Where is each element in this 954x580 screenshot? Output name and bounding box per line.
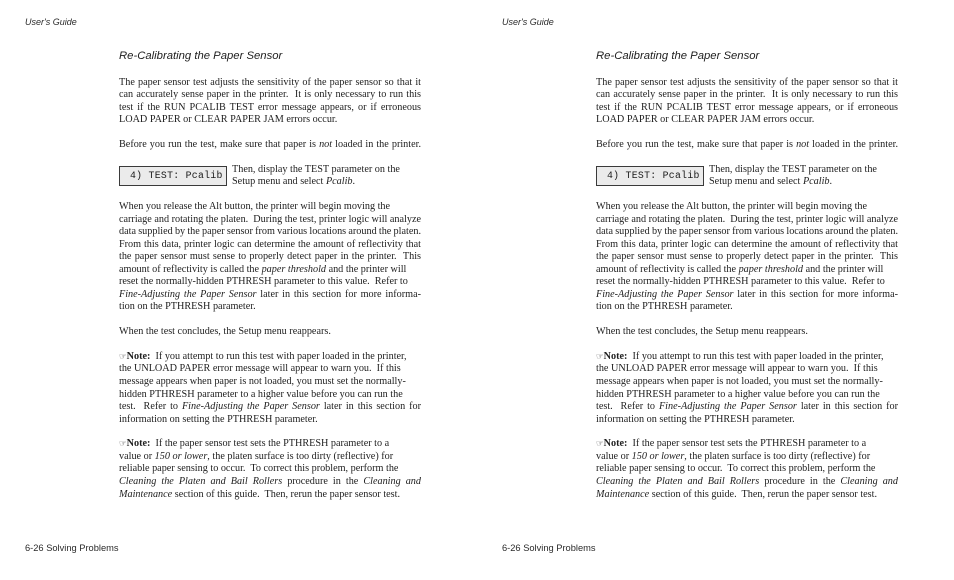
text-line: [596, 389, 880, 402]
italic-text: Maintenance: [596, 488, 650, 500]
text-line: [596, 363, 878, 376]
text-run: hidden PTHRESH parameter to a higher value before you can run the: [596, 388, 880, 400]
paragraph: [119, 201, 439, 314]
text-line: [119, 489, 400, 502]
text-line: [596, 463, 875, 476]
note: [596, 438, 916, 501]
text-line: [596, 226, 898, 239]
text-run: loaded in the printer.: [809, 139, 898, 151]
text-line: [119, 438, 389, 451]
text-line: [119, 239, 421, 252]
note-label: Note:: [126, 350, 151, 362]
text-run: If you attempt to run this test with paper loaded in the printer,: [627, 350, 884, 362]
text-line: [232, 164, 400, 177]
text-line: [119, 226, 421, 239]
text-line: [596, 89, 898, 102]
running-footer: 6-26 Solving Problems: [25, 543, 119, 553]
italic-text: Cleaning the Platen and Bail Rollers: [119, 476, 283, 488]
text-run: section of this guide. Then, rerun the paper sensor test.: [172, 488, 401, 500]
italic-text: Cleaning and: [363, 476, 421, 488]
text-run: test if the RUN PCALIB TEST error message appears, or if erroneous: [596, 101, 898, 113]
text-run: Before you run the test, make sure that paper is: [596, 139, 797, 151]
text-line: [119, 351, 407, 364]
paragraph: [119, 326, 439, 339]
text-run: From this data, printer logic can determine the amount of reflectivity that: [596, 238, 898, 250]
italic-text: paper threshold: [738, 263, 804, 275]
text-line: [119, 264, 406, 277]
italic-text: Pcalib: [325, 176, 353, 188]
text-line: [119, 276, 408, 289]
text-run: When you release the Alt button, the printer will begin moving the: [119, 201, 391, 213]
italic-text: Fine-Adjusting the Paper Sensor: [596, 288, 734, 300]
note-label: Note:: [603, 350, 628, 362]
text-line: [596, 414, 795, 427]
text-line: [119, 389, 403, 402]
lcd-caption: [709, 164, 916, 189]
italic-text: paper threshold: [261, 263, 327, 275]
text-line: [119, 251, 421, 264]
text-run: message appears when paper is not loaded, you must set the normally-: [596, 376, 883, 388]
text-run: Then, display the TEST parameter on the: [709, 163, 877, 175]
italic-text: Pcalib: [802, 176, 830, 188]
text-line: [596, 264, 883, 277]
text-line: [596, 276, 885, 289]
text-run: , the platen surface is too dirty (reflective) for: [684, 450, 871, 462]
text-run: tion on the PTHRESH parameter.: [596, 301, 733, 313]
text-run: From this data, printer logic can determine the amount of reflectivity that: [119, 238, 421, 250]
note: [119, 351, 439, 426]
text-line: [596, 351, 884, 364]
italic-text: Maintenance: [119, 488, 173, 500]
text-run: the UNLOAD PAPER error message will appear to warn you. If this: [119, 363, 401, 375]
pointing-hand-icon: [596, 352, 604, 362]
text-run: If the paper sensor test sets the PTHRESH parameter to a: [150, 438, 390, 450]
italic-text: Cleaning and: [840, 476, 898, 488]
section-title: Re-Calibrating the Paper Sensor: [119, 50, 283, 62]
text-run: the paper sensor must sense to properly detect paper in the printer. This: [596, 251, 898, 263]
text-run: reset the normally-hidden PTHRESH parameter to this value. Refer to: [119, 276, 408, 288]
text-line: [596, 102, 898, 115]
text-line: [119, 376, 406, 389]
text-run: later in this section for more informa-: [733, 288, 898, 300]
text-run: carriage and rotating the platen. During the test, printer logic will analyze: [119, 213, 421, 225]
text-line: [596, 201, 867, 214]
text-run: loaded in the printer.: [332, 139, 421, 151]
text-run: test. Refer to: [119, 401, 182, 413]
text-run: .: [352, 176, 356, 188]
text-line: [119, 89, 421, 102]
text-run: When you release the Alt button, the printer will begin moving the: [596, 201, 868, 213]
text-run: reset the normally-hidden PTHRESH parameter to this value. Refer to: [596, 276, 885, 288]
lcd-display: 4) TEST: Pcalib: [119, 166, 227, 186]
note: [119, 438, 439, 501]
paragraph: [596, 201, 916, 314]
text-line: [119, 289, 421, 302]
text-line: [596, 114, 814, 127]
text-run: the UNLOAD PAPER error message will appear to warn you. If this: [596, 363, 878, 375]
text-line: [596, 239, 898, 252]
text-run: amount of reflectivity is called the: [119, 263, 262, 275]
text-run: The paper sensor test adjusts the sensitivity of the paper sensor so that it: [596, 76, 898, 88]
text-run: LOAD PAPER or CLEAR PAPER JAM errors occur.: [119, 114, 338, 126]
text-run: Before you run the test, make sure that paper is: [119, 139, 320, 151]
text-line: [709, 164, 877, 177]
text-line: [596, 326, 808, 339]
text-run: the paper sensor must sense to properly detect paper in the printer. This: [119, 251, 421, 263]
italic-text: 150 or lower: [154, 450, 208, 462]
lcd-display: 4) TEST: Pcalib: [596, 166, 704, 186]
text-run: hidden PTHRESH parameter to a higher value before you can run the: [119, 388, 403, 400]
lcd-caption: [232, 164, 439, 189]
text-run: Setup menu and select: [709, 176, 803, 188]
text-run: later in this section for: [319, 401, 421, 413]
text-run: The paper sensor test adjusts the sensitivity of the paper sensor so that it: [119, 76, 421, 88]
paragraph: [119, 139, 439, 152]
text-line: [119, 102, 421, 115]
paragraph: [596, 77, 916, 127]
text-run: procedure in the: [282, 476, 364, 488]
paragraph: [119, 77, 439, 127]
text-run: test if the RUN PCALIB TEST error message appears, or if erroneous: [119, 101, 421, 113]
text-line: [119, 201, 390, 214]
text-run: LOAD PAPER or CLEAR PAPER JAM errors occur.: [596, 114, 815, 126]
text-run: Setup menu and select: [232, 176, 326, 188]
text-line: [119, 401, 421, 414]
text-run: value or: [119, 450, 155, 462]
running-header: User's Guide: [502, 16, 554, 27]
text-line: [596, 251, 898, 264]
text-run: and the printer will: [803, 263, 884, 275]
text-run: reliable paper sensing to occur. To correct this problem, perform the: [596, 463, 876, 475]
text-run: can accurately sense paper in the printer. It is only necessary to run this: [119, 89, 421, 101]
italic-text: Fine-Adjusting the Paper Sensor: [658, 401, 797, 413]
text-line: [119, 414, 318, 427]
text-run: .: [829, 176, 833, 188]
italic-text: 150 or lower: [631, 450, 685, 462]
running-header: User's Guide: [25, 16, 77, 27]
text-line: [596, 77, 898, 90]
note: [596, 351, 916, 426]
text-run: later in this section for more informa-: [256, 288, 421, 300]
pointing-hand-icon: [596, 439, 604, 449]
text-run: and the printer will: [326, 263, 407, 275]
note-label: Note:: [603, 438, 628, 450]
text-line: [596, 376, 883, 389]
text-line: [596, 401, 898, 414]
text-run: later in this section for: [796, 401, 898, 413]
paragraph: [596, 326, 916, 339]
text-run: data supplied by the paper sensor from various locations around the platen.: [596, 226, 898, 238]
text-run: When the test concludes, the Setup menu reappears.: [596, 326, 808, 338]
text-line: [119, 214, 421, 227]
note-label: Note:: [126, 438, 151, 450]
text-run: message appears when paper is not loaded, you must set the normally-: [119, 376, 406, 388]
text-line: [596, 214, 898, 227]
text-run: can accurately sense paper in the printer. It is only necessary to run this: [596, 89, 898, 101]
text-run: amount of reflectivity is called the: [596, 263, 739, 275]
italic-text: not: [796, 139, 810, 151]
text-line: [232, 176, 355, 189]
text-line: [596, 301, 733, 314]
display-instruction: [119, 164, 439, 189]
text-line: [119, 301, 256, 314]
text-run: carriage and rotating the platen. During the test, printer logic will analyze: [596, 213, 898, 225]
text-line: [709, 176, 832, 189]
text-run: tion on the PTHRESH parameter.: [119, 301, 256, 313]
italic-text: not: [319, 139, 333, 151]
text-line: [596, 139, 898, 152]
italic-text: Fine-Adjusting the Paper Sensor: [119, 288, 257, 300]
paragraph: [596, 139, 916, 152]
section-title: Re-Calibrating the Paper Sensor: [596, 50, 760, 62]
text-run: reliable paper sensing to occur. To correct this problem, perform the: [119, 463, 399, 475]
text-line: [596, 476, 898, 489]
pointing-hand-icon: [119, 439, 127, 449]
text-line: [119, 363, 401, 376]
text-line: [119, 463, 398, 476]
text-line: [119, 139, 421, 152]
text-line: [119, 326, 331, 339]
text-line: [596, 451, 870, 464]
text-run: , the platen surface is too dirty (reflective) for: [207, 450, 394, 462]
body-text: [596, 77, 916, 514]
italic-text: Fine-Adjusting the Paper Sensor: [181, 401, 320, 413]
text-line: [119, 77, 421, 90]
text-line: [596, 289, 898, 302]
text-run: Then, display the TEST parameter on the: [232, 163, 400, 175]
text-run: section of this guide. Then, rerun the paper sensor test.: [649, 488, 878, 500]
text-run: test. Refer to: [596, 401, 659, 413]
running-footer: 6-26 Solving Problems: [502, 543, 596, 553]
text-line: [119, 476, 421, 489]
text-line: [119, 114, 337, 127]
text-line: [119, 451, 393, 464]
display-instruction: [596, 164, 916, 189]
text-run: information on setting the PTHRESH parameter.: [119, 413, 318, 425]
body-text: [119, 77, 439, 514]
text-run: If you attempt to run this test with paper loaded in the printer,: [150, 350, 407, 362]
text-run: procedure in the: [759, 476, 841, 488]
text-run: data supplied by the paper sensor from various locations around the platen.: [119, 226, 421, 238]
text-line: [596, 489, 877, 502]
text-run: When the test concludes, the Setup menu reappears.: [119, 326, 331, 338]
page-right: [477, 0, 954, 580]
pointing-hand-icon: [119, 352, 127, 362]
text-line: [596, 438, 866, 451]
text-run: information on setting the PTHRESH parameter.: [596, 413, 795, 425]
text-run: If the paper sensor test sets the PTHRESH parameter to a: [627, 438, 867, 450]
italic-text: Cleaning the Platen and Bail Rollers: [596, 476, 760, 488]
text-run: value or: [596, 450, 632, 462]
